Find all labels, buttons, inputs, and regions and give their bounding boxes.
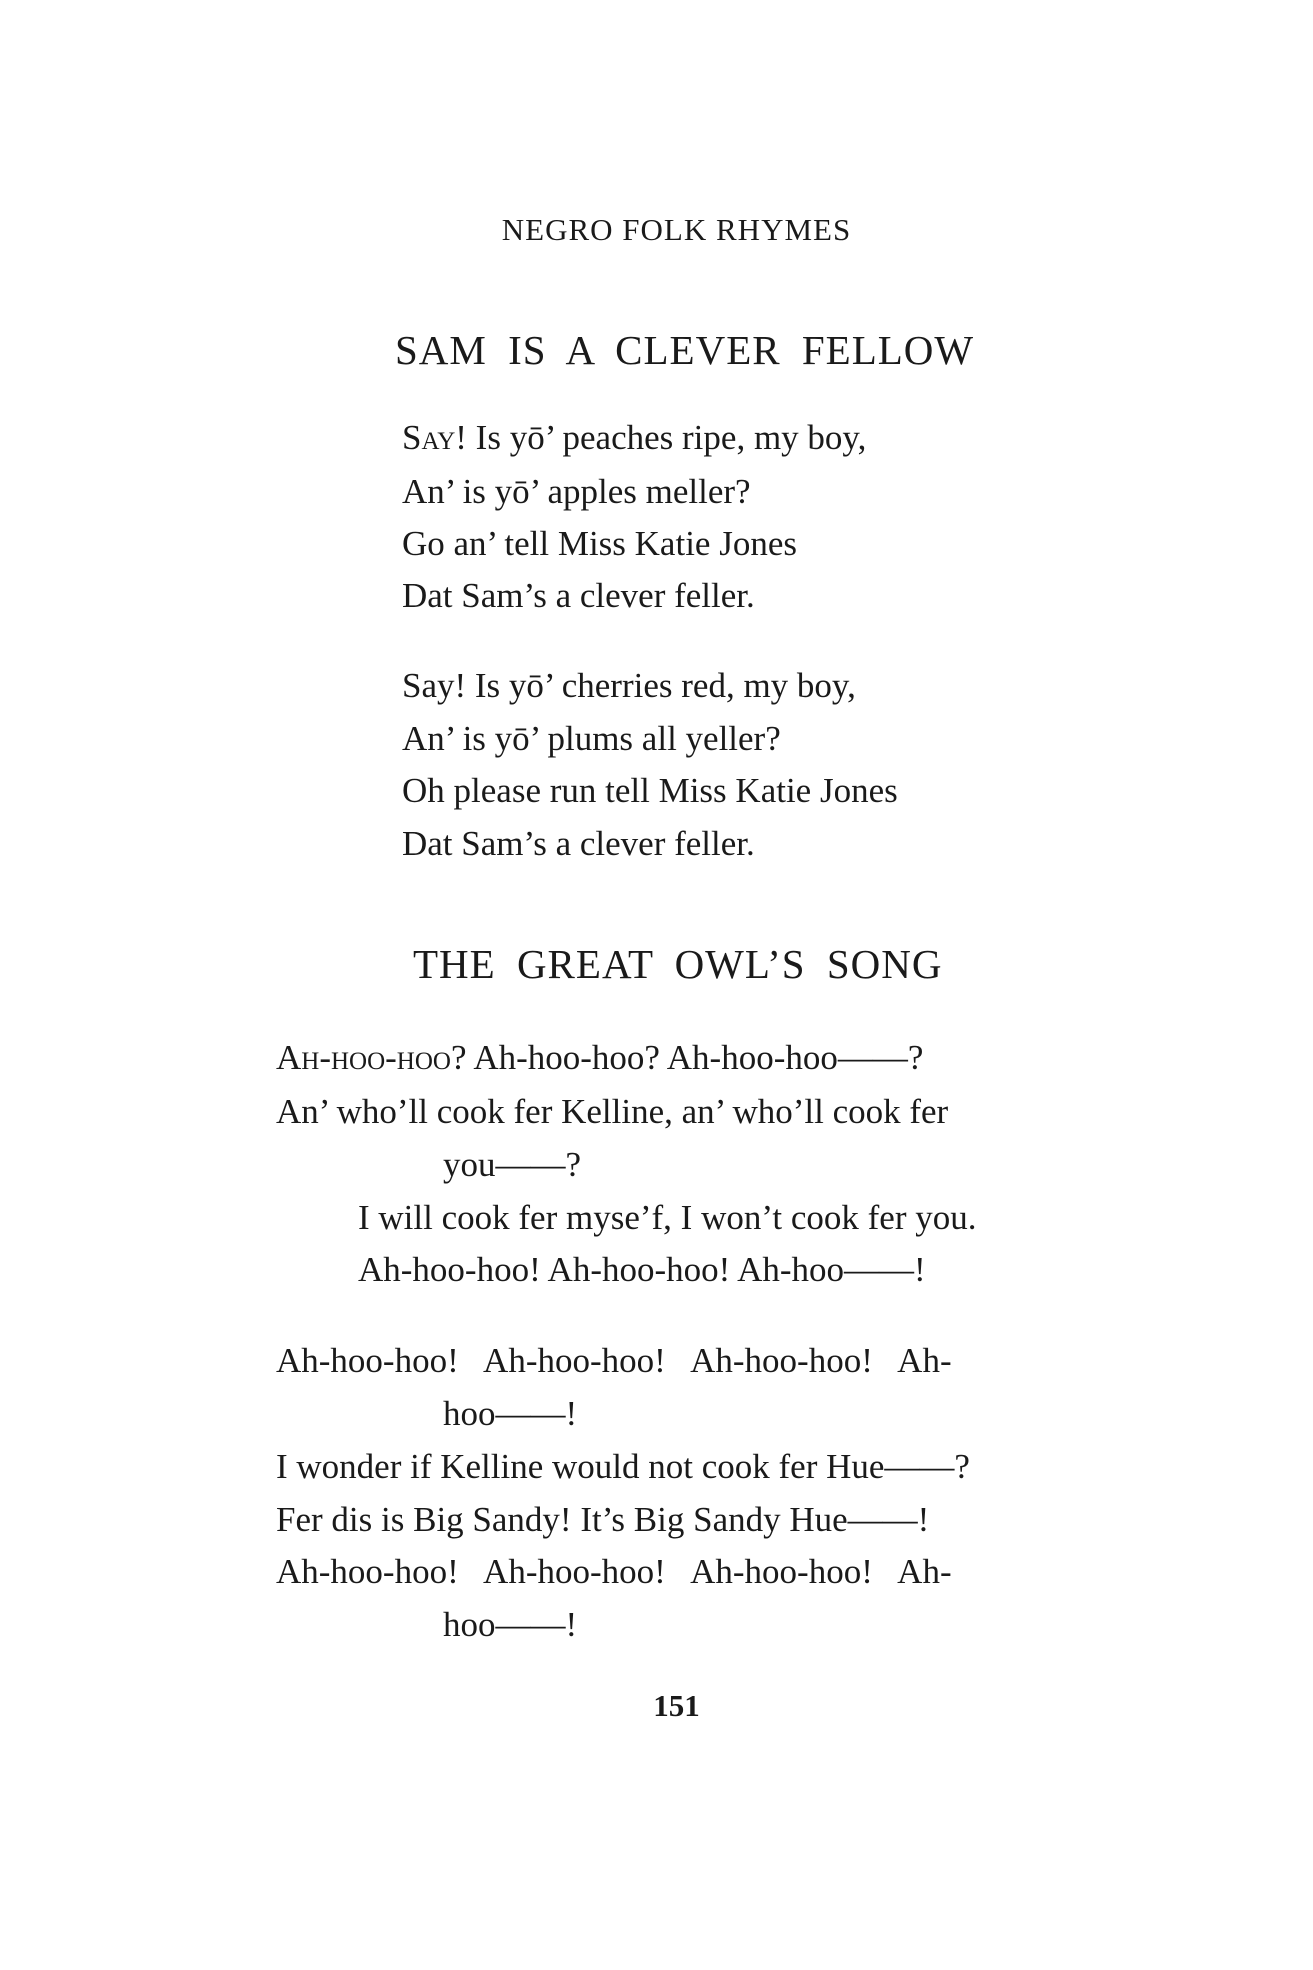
poem-line: Ah-hoo-hoo! Ah-hoo-hoo! Ah-hoo-hoo! Ah- <box>276 1341 952 1380</box>
poem-line: hoo——! <box>443 1394 578 1433</box>
poem-line: An’ is yō’ plums all yeller? <box>402 719 781 758</box>
poem-line: I will cook fer myse’f, I won’t cook fer you. <box>358 1198 977 1237</box>
poem-line: Oh please run tell Miss Katie Jones <box>402 771 898 810</box>
poem-line: Go an’ tell Miss Katie Jones <box>402 524 797 563</box>
poem-line: you——? <box>443 1145 582 1184</box>
poem-line <box>402 420 866 455</box>
poem-line: hoo——! <box>443 1605 578 1644</box>
poem-title-sam: SAM IS A CLEVER FELLOW <box>395 327 975 373</box>
poem-line: An’ is yō’ apples meller? <box>402 472 751 511</box>
page-number: 151 <box>653 1688 700 1723</box>
poem-line: Dat Sam’s a clever feller. <box>402 824 755 863</box>
running-head: NEGRO FOLK RHYMES <box>501 212 852 247</box>
line-text: ! Is yō’ peaches ripe, my boy, <box>455 418 867 457</box>
poem-line: An’ who’ll cook fer Kelline, an’ who’ll cook fer <box>276 1092 949 1131</box>
poem-line: Say! Is yō’ cherries red, my boy, <box>402 666 856 705</box>
poem-line: Ah-hoo-hoo! Ah-hoo-hoo! Ah-hoo——! <box>358 1250 926 1289</box>
poem-line: Dat Sam’s a clever feller. <box>402 576 755 615</box>
poem-line: Fer dis is Big Sandy! It’s Big Sandy Hue——! <box>276 1500 930 1539</box>
first-word: Ah-hoo-hoo <box>276 1038 451 1077</box>
first-word: Say <box>402 418 456 457</box>
poem-line: Ah-hoo-hoo! Ah-hoo-hoo! Ah-hoo-hoo! Ah- <box>276 1552 952 1591</box>
poem-line: I wonder if Kelline would not cook fer Hue——? <box>276 1447 970 1486</box>
poem-title-owl: THE GREAT OWL’S SONG <box>413 941 943 987</box>
line-text: ? Ah-hoo-hoo? Ah-hoo-hoo——? <box>450 1038 924 1077</box>
poem-line <box>276 1040 923 1075</box>
